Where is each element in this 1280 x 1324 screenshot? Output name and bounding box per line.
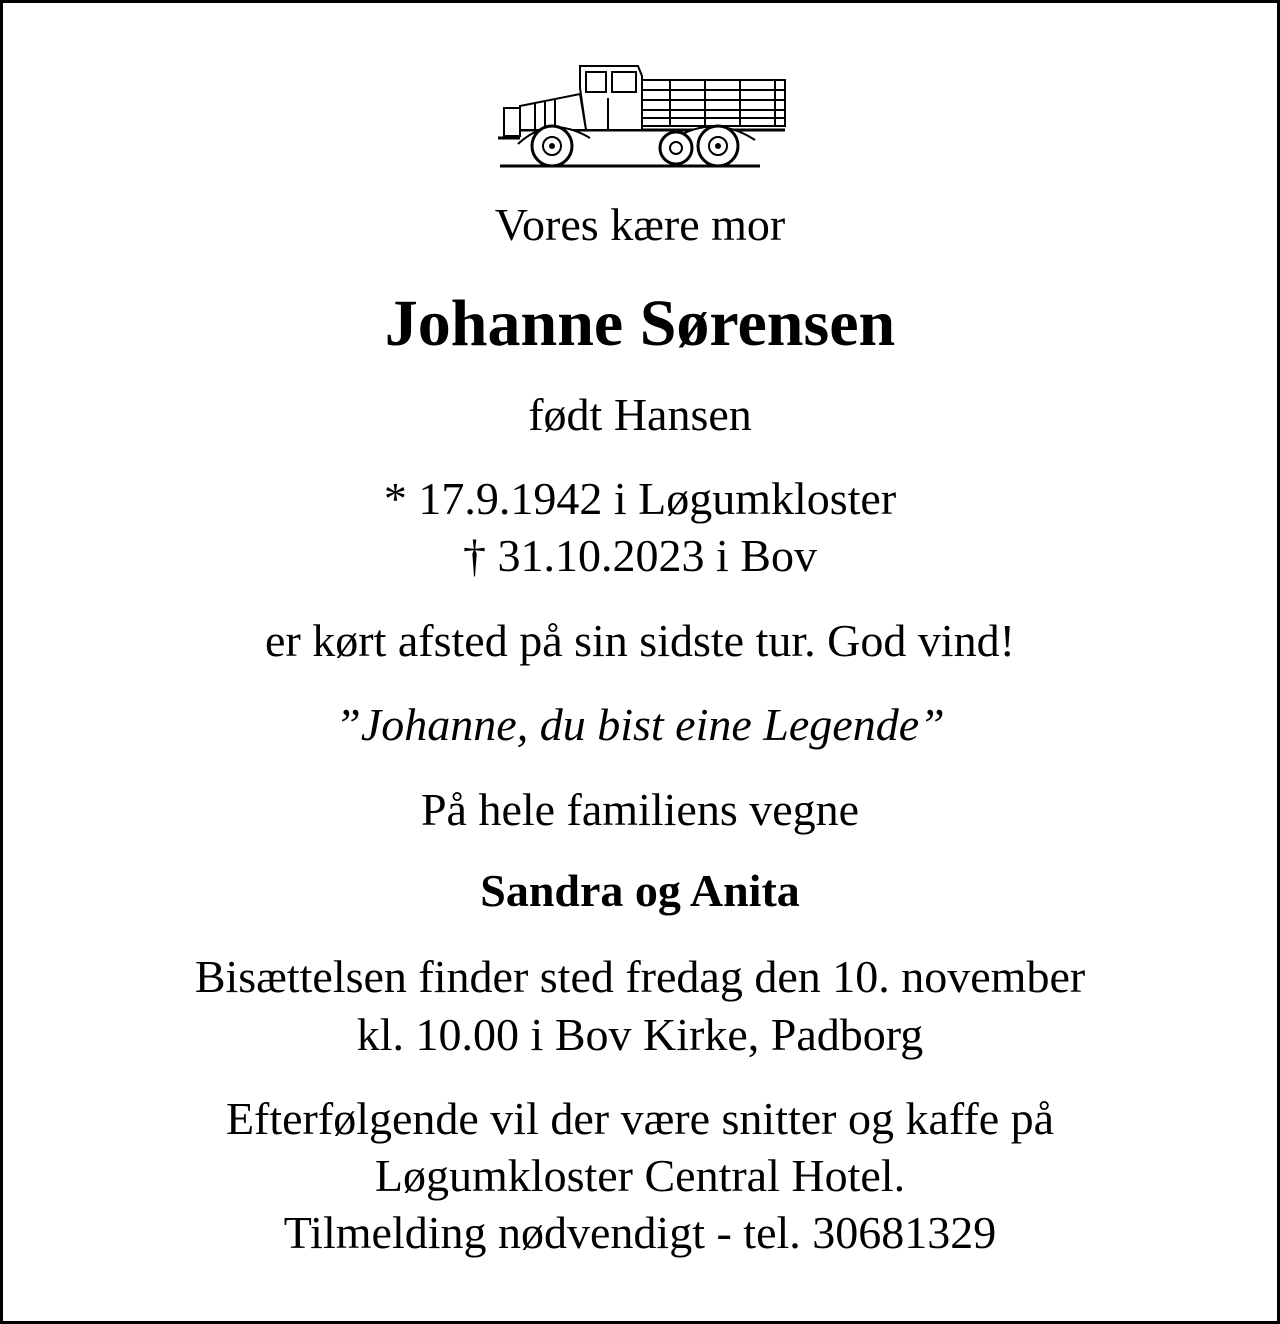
on-behalf-text: På hele familiens vegne	[420, 784, 860, 835]
signers-names: Sandra og Anita	[480, 865, 800, 916]
maiden-name: født Hansen	[528, 389, 752, 440]
truck-icon	[490, 58, 790, 173]
truck-illustration	[490, 58, 790, 173]
notice-intro: Vores kære mor	[494, 199, 786, 250]
birth-line: * 17.9.1942 i Løgumkloster	[383, 473, 897, 524]
farewell-text: er kørt afsted på sin sidste tur. God vind!	[265, 615, 1015, 666]
quote-text: ”Johanne, du bist eine Legende”	[335, 699, 945, 750]
funeral-line: kl. 10.00 i Bov Kirke, Padborg	[356, 1009, 924, 1060]
reception-line: Efterfølgende vil der være snitter og kaffe på	[225, 1093, 1055, 1144]
reception-line: Tilmelding nødvendigt - tel. 30681329	[283, 1207, 997, 1258]
reception-line: Løgumkloster Central Hotel.	[374, 1150, 906, 1201]
funeral-line: Bisættelsen finder sted fredag den 10. november	[194, 951, 1086, 1002]
deceased-name: Johanne Sørensen	[384, 287, 896, 360]
death-line: † 31.10.2023 i Bov	[463, 530, 817, 581]
